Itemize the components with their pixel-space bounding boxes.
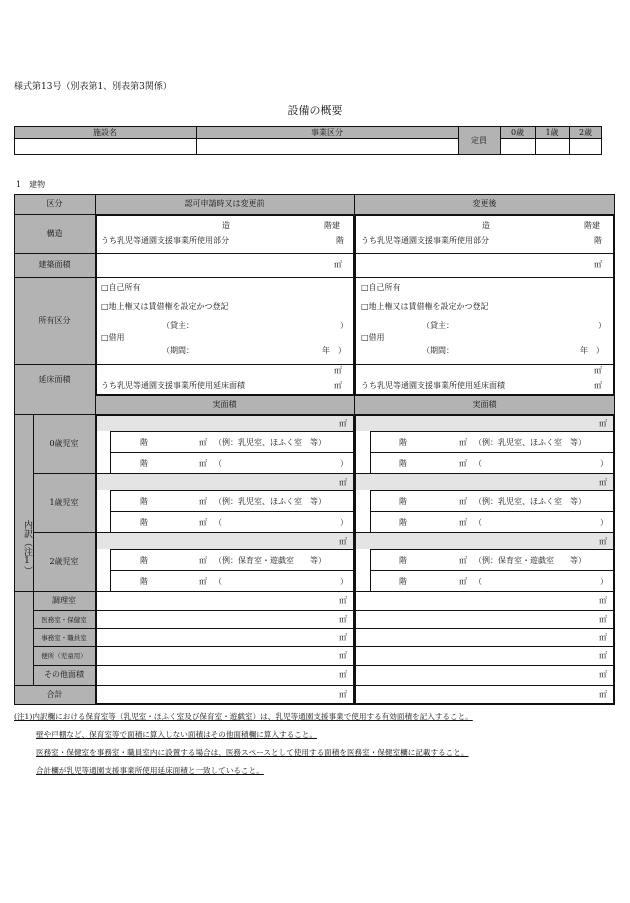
room0-close-before: ） xyxy=(340,459,348,468)
note-4: 合計欄が乳児等通園支援事業所使用延床面積と一致していること。 xyxy=(36,766,264,775)
room0-close-after: ） xyxy=(600,459,608,468)
facility-name-header: 施設名 xyxy=(93,128,117,137)
floor-area-sub-unit-before: ㎡ xyxy=(334,381,342,390)
floor-area-sub-after: うち乳児等通園支援事業所使用延床面積 xyxy=(361,381,505,390)
room2-floor2-before: 階 xyxy=(140,577,148,586)
own-checkbox-after[interactable]: □自己所有 xyxy=(361,283,401,292)
room0-floor2-before: 階 xyxy=(140,459,148,468)
floor-area-sub-unit-after: ㎡ xyxy=(594,381,602,390)
room0-unit-before: ㎡ xyxy=(199,438,207,447)
lease-right-checkbox-after[interactable]: □地上権又は賃借権を設定かつ登記 xyxy=(361,302,489,311)
total-unit-after: ㎡ xyxy=(599,690,607,699)
toilet-unit-before: ㎡ xyxy=(339,651,347,660)
medical-unit-before: ㎡ xyxy=(339,615,347,624)
age0-capacity-field[interactable] xyxy=(501,139,534,154)
room0-example-after: （例：乳児室、ほふく室 等） xyxy=(474,438,586,447)
business-category-field[interactable] xyxy=(197,139,457,154)
age1-header: 1歳 xyxy=(545,128,559,137)
medical-label: 医務室・保健室 xyxy=(41,616,87,624)
borrow-checkbox-after[interactable]: □借用 xyxy=(361,333,385,342)
room1-close-after: ） xyxy=(600,518,608,527)
room2-open-before: （ xyxy=(214,577,222,586)
lessor-before: （貸主： xyxy=(162,321,194,330)
room2-unit2-after: ㎡ xyxy=(459,577,467,586)
room1-total-unit-before: ㎡ xyxy=(339,478,347,487)
lessor-close-after: ） xyxy=(598,321,606,330)
lessor-close-before: ） xyxy=(340,321,348,330)
structure-label: 構造 xyxy=(46,229,63,238)
room2-close-before: ） xyxy=(340,577,348,586)
room0-open-after: （ xyxy=(474,459,482,468)
actual-area-after-header: 実面積 xyxy=(472,400,497,409)
room2-label: 2歳児室 xyxy=(49,557,79,566)
floor-area-unit-after: ㎡ xyxy=(594,366,602,375)
note-2: 壁や戸棚など、保育室等で面積に算入しない面積はその他面積欄に算入すること。 xyxy=(36,730,317,739)
structure-sub-before: うち乳児等通園支援事業所使用部分 xyxy=(101,236,229,245)
floor-area-unit-before: ㎡ xyxy=(334,366,342,375)
note-3: 医務室・保健室を事務室・職員室内に設置する場合は、医務スペースとして使用する面積を医務室・保健室欄に記載すること。 xyxy=(36,748,469,757)
room2-example-before: （例：保育室・遊戯室 等） xyxy=(214,556,326,565)
structure-sub-after: うち乳児等通園支援事業所使用部分 xyxy=(361,236,489,245)
age0-header: 0歳 xyxy=(510,128,525,137)
after-header: 変更後 xyxy=(472,199,497,208)
room1-close-before: ） xyxy=(340,518,348,527)
room0-open-before: （ xyxy=(214,459,222,468)
kitchen-label: 調理室 xyxy=(52,596,76,605)
structure-floors-after: 階建 xyxy=(584,221,600,230)
lessor-after: （貸主： xyxy=(422,321,454,330)
age1-capacity-field[interactable] xyxy=(536,139,568,154)
room1-floor2-after: 階 xyxy=(399,518,407,527)
other-unit-before: ㎡ xyxy=(339,670,347,679)
floor-area-sub-before: うち乳児等通園支援事業所使用延床面積 xyxy=(101,381,245,390)
total-unit-before: ㎡ xyxy=(339,690,347,699)
section-heading: 1 建物 xyxy=(16,180,46,189)
room1-total-unit-after: ㎡ xyxy=(599,478,607,487)
room2-unit-before: ㎡ xyxy=(199,556,207,565)
period-before: （期間： xyxy=(162,346,194,355)
room0-total-unit-after: ㎡ xyxy=(599,419,607,428)
own-checkbox-before[interactable]: □自己所有 xyxy=(101,283,141,292)
room0-label: 0歳児室 xyxy=(49,439,79,448)
room2-open-after: （ xyxy=(474,577,482,586)
before-header: 認可申請時又は変更前 xyxy=(184,199,265,208)
form-number: 様式第13号（別表第1、別表第3関係） xyxy=(14,82,172,92)
structure-built-after: 造 xyxy=(482,221,490,230)
room1-floor2-before: 階 xyxy=(140,518,148,527)
structure-floors-before: 階建 xyxy=(324,221,340,230)
room0-unit-after: ㎡ xyxy=(459,438,467,447)
borrow-checkbox-before[interactable]: □借用 xyxy=(101,333,125,342)
room0-floor-before: 階 xyxy=(140,438,148,447)
structure-floor-before: 階 xyxy=(336,236,344,245)
other-unit-after: ㎡ xyxy=(599,670,607,679)
building-area-label: 建築面積 xyxy=(38,260,71,269)
other-label: その他面積 xyxy=(44,670,84,679)
toilet-unit-after: ㎡ xyxy=(599,651,607,660)
room0-unit2-before: ㎡ xyxy=(199,459,207,468)
actual-area-before-header: 実面積 xyxy=(212,400,237,409)
period-after: （期間： xyxy=(422,346,454,355)
room1-unit2-before: ㎡ xyxy=(199,518,207,527)
room2-floor-before: 階 xyxy=(140,556,148,565)
room1-floor-before: 階 xyxy=(140,497,148,506)
room2-close-after: ） xyxy=(600,577,608,586)
lease-right-checkbox-before[interactable]: □地上権又は賃借権を設定かつ登記 xyxy=(101,302,229,311)
room0-floor2-after: 階 xyxy=(399,459,407,468)
age2-capacity-field[interactable] xyxy=(570,139,601,154)
room1-example-before: （例：乳児室、ほふく室 等） xyxy=(214,497,326,506)
room1-open-before: （ xyxy=(214,518,222,527)
years-before: 年 ） xyxy=(322,346,346,355)
room2-unit2-before: ㎡ xyxy=(199,577,207,586)
age2-header: 2歳 xyxy=(578,128,593,137)
structure-floor-after: 階 xyxy=(594,236,602,245)
toilet-label: 便所（児童用） xyxy=(41,652,87,660)
business-category-header: 事業区分 xyxy=(311,128,343,137)
medical-unit-after: ㎡ xyxy=(599,615,607,624)
room1-unit-after: ㎡ xyxy=(459,497,467,506)
room0-floor-after: 階 xyxy=(399,438,407,447)
office-unit-after: ㎡ xyxy=(599,633,607,642)
breakdown-label: 内訳（注1） xyxy=(22,520,32,575)
room2-total-unit-before: ㎡ xyxy=(339,537,347,546)
structure-built-before: 造 xyxy=(222,221,230,230)
years-after: 年 ） xyxy=(580,346,604,355)
room2-floor-after: 階 xyxy=(399,556,407,565)
kitchen-unit-before: ㎡ xyxy=(339,596,347,605)
room0-example-before: （例：乳児室、ほふく室 等） xyxy=(214,438,326,447)
office-unit-before: ㎡ xyxy=(339,633,347,642)
room1-unit2-after: ㎡ xyxy=(459,518,467,527)
room2-total-unit-after: ㎡ xyxy=(599,537,607,546)
ownership-label: 所有区分 xyxy=(38,316,71,325)
room1-unit-before: ㎡ xyxy=(199,497,207,506)
room0-unit2-after: ㎡ xyxy=(459,459,467,468)
office-label: 事務室・職員室 xyxy=(41,634,87,642)
room0-total-unit-before: ㎡ xyxy=(339,419,347,428)
room2-unit-after: ㎡ xyxy=(459,556,467,565)
room1-open-after: （ xyxy=(474,518,482,527)
capacity-header: 定員 xyxy=(471,136,487,145)
floor-area-label: 延床面積 xyxy=(38,375,71,384)
room1-example-after: （例：乳児室、ほふく室 等） xyxy=(474,497,586,506)
kitchen-unit-after: ㎡ xyxy=(599,596,607,605)
page-title: 設備の概要 xyxy=(287,104,343,117)
room2-floor2-after: 階 xyxy=(399,577,407,586)
facility-name-field[interactable] xyxy=(15,139,195,154)
category-header: 区分 xyxy=(46,199,63,208)
room1-label: 1歳児室 xyxy=(49,498,79,507)
room1-floor-after: 階 xyxy=(399,497,407,506)
note-1: (注1)内訳欄における保育室等（乳児室・ほふく室及び保育室・遊戯室）は、乳児等通園支援事業で使用する有効面積を記入すること。 xyxy=(14,712,473,721)
building-area-unit-after: ㎡ xyxy=(594,260,602,269)
building-area-unit-before: ㎡ xyxy=(334,260,342,269)
room2-example-after: （例：保育室・遊戯室 等） xyxy=(474,556,586,565)
total-label: 合計 xyxy=(46,690,63,699)
